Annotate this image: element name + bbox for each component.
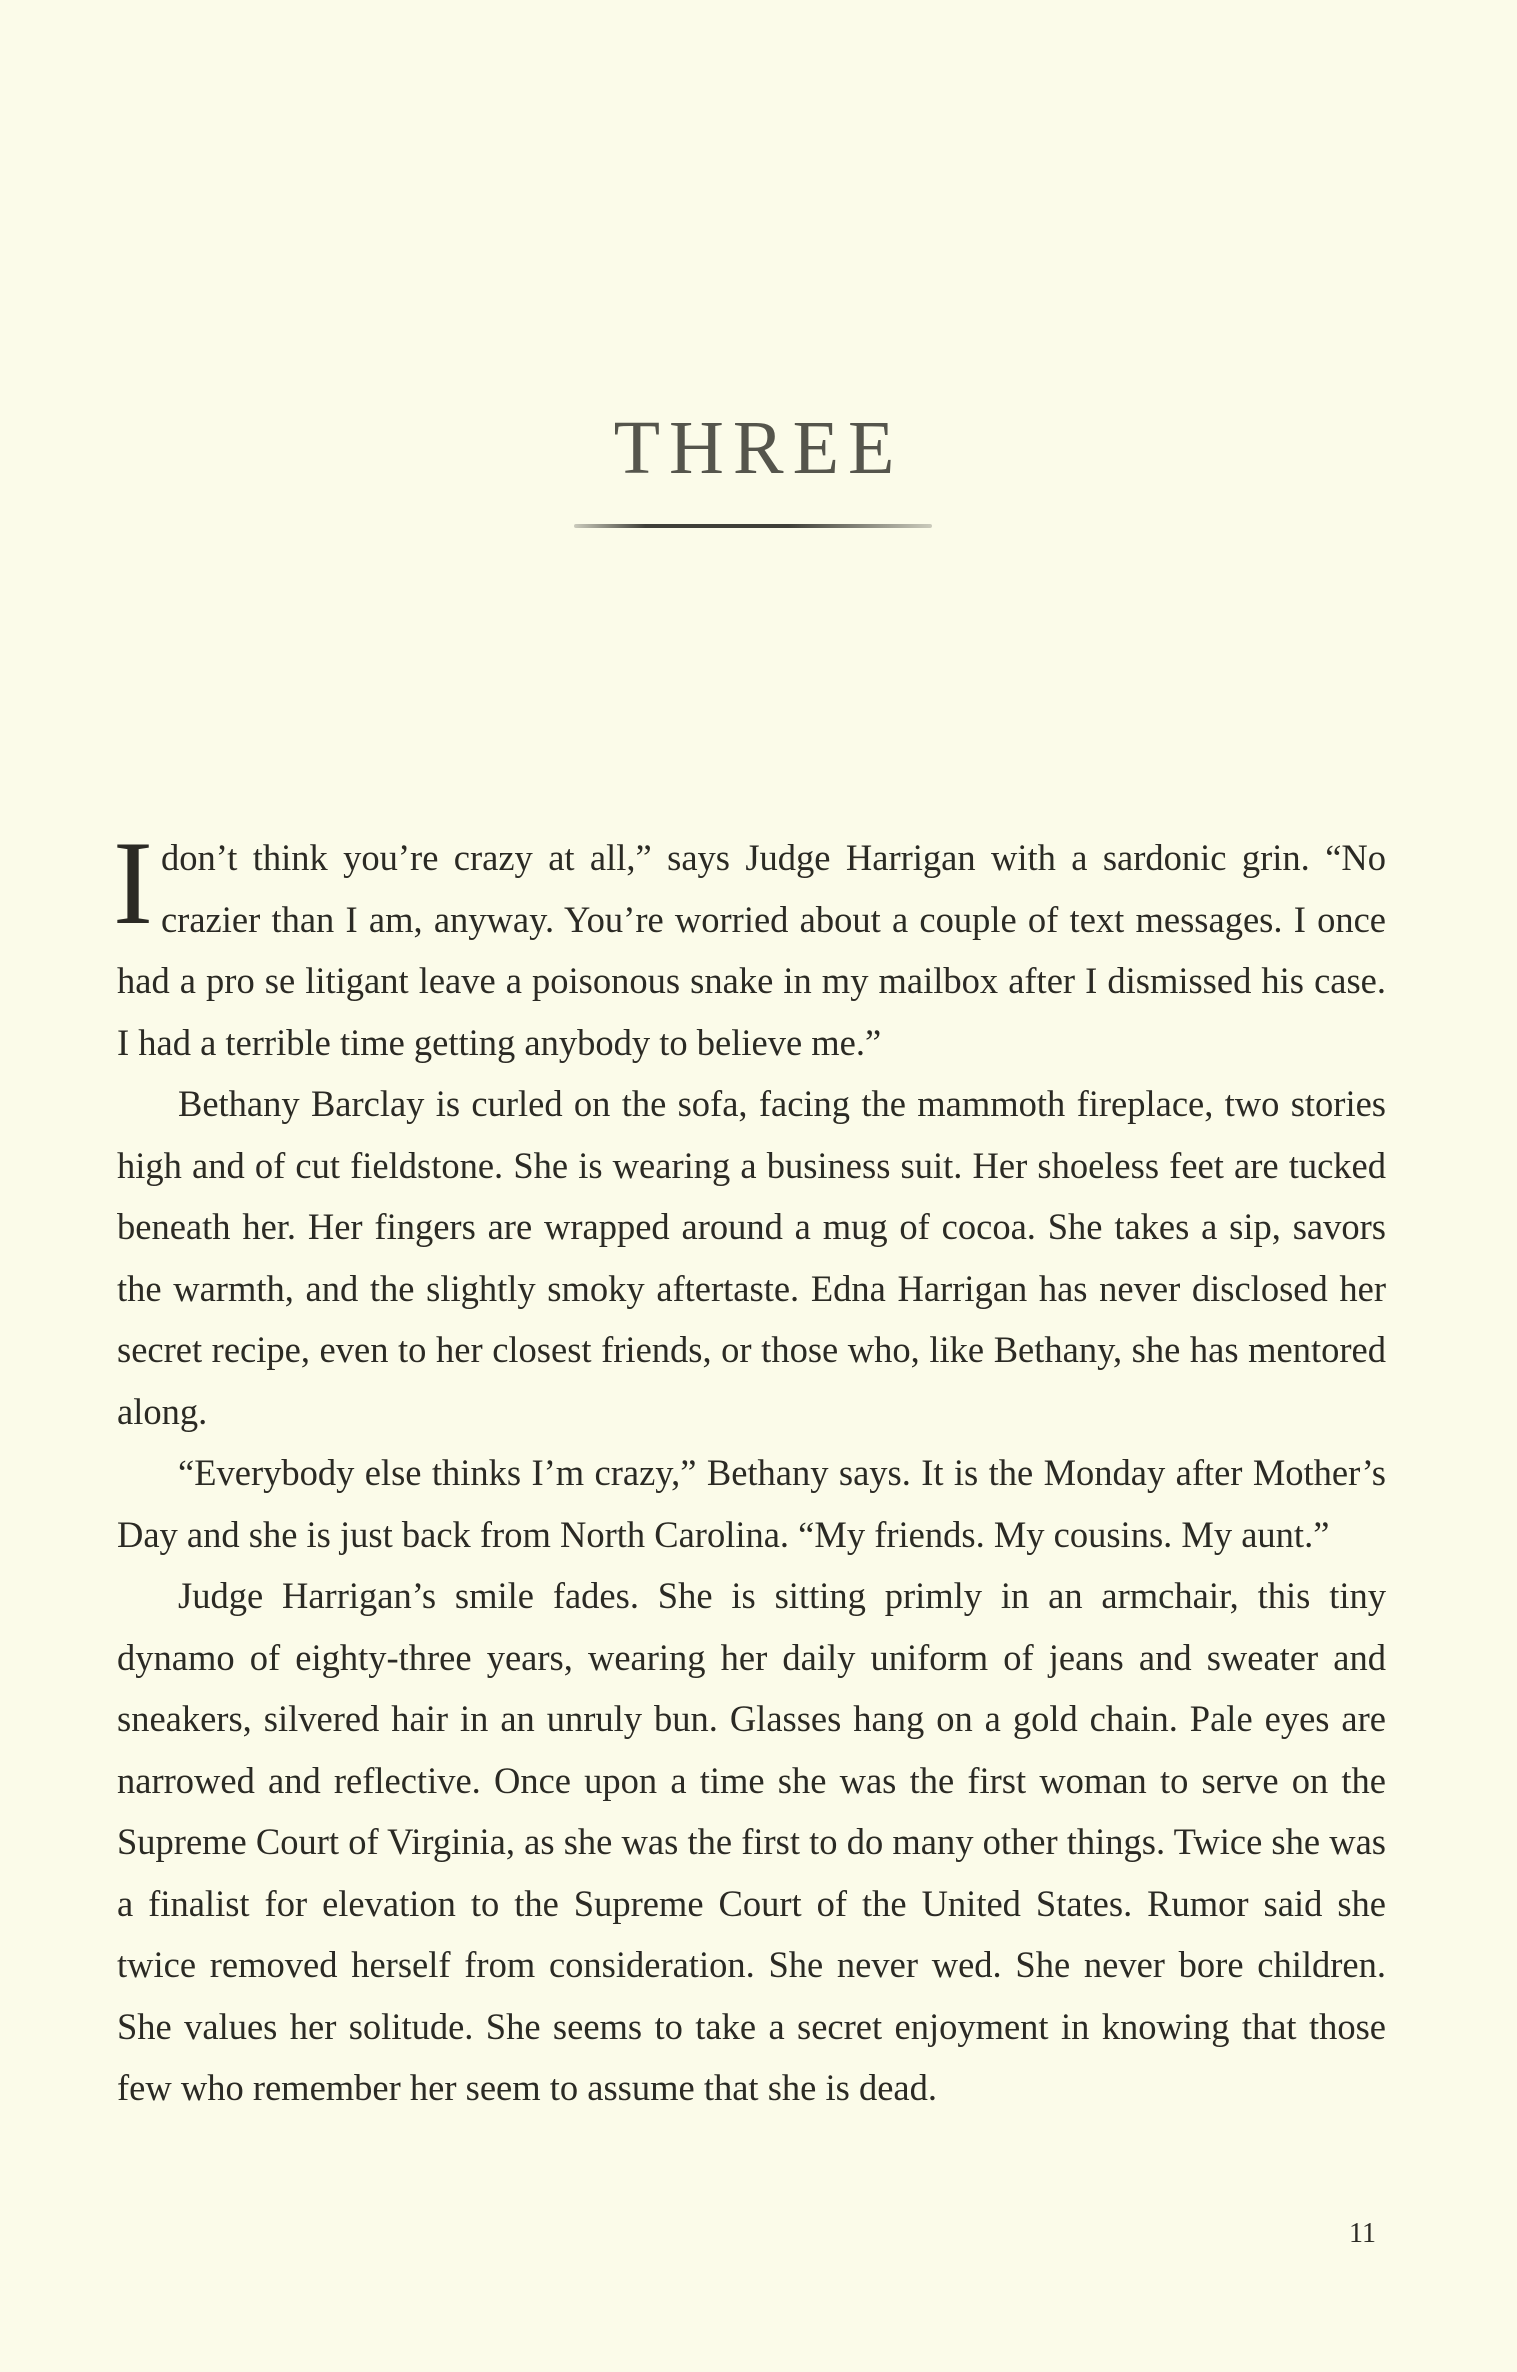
paragraph-1 <box>113 816 1386 1073</box>
chapter-body <box>113 816 1386 2119</box>
drop-cap: I <box>113 816 153 949</box>
chapter-title: THREE <box>613 406 904 490</box>
paragraph-3: “Everybody else thinks I’m crazy,” Bethany says. It is the Monday after Mother’s Day and she is just back from North Carolina. “My friends. My cousins. My aunt.” <box>117 1452 1386 1555</box>
paragraph-2: Bethany Barclay is curled on the sofa, facing the mammoth fireplace, two stories high and of cut fieldstone. She is wearing a business suit. Her shoeless feet are tucked beneath her. Her fingers are wrapped around a mug of cocoa. She takes a sip, savors the warmth, and the slightly smoky aftertaste. Edna Harrigan has never disclosed her secret recipe, even to her closest friends, or those who, like Bethany, she has mentored along. <box>117 1083 1386 1432</box>
title-underline-rule <box>574 524 932 528</box>
page-number: 11 <box>1349 2218 1376 2249</box>
paragraph-4: Judge Harrigan’s smile fades. She is sitting primly in an armchair, this tiny dynamo of eighty-three years, wearing her daily uniform of jeans and sweater and sneakers, silvered hair in an unruly bun. Glasses hang on a gold chain. Pale eyes are narrowed and reflective. Once upon a time she was the first woman to serve on the Supreme Court of Virginia, as she was the first to do many other things. Twice she was a finalist for elevation to the Supreme Court of the United States. Rumor said she twice removed herself from consideration. She never wed. She never bore children. She values her solitude. She seems to take a secret enjoyment in knowing that those few who remember her seem to assume that she is dead. <box>117 1575 1386 2108</box>
paragraph-1-text: don’t think you’re crazy at all,” says Judge Harrigan with a sardonic grin. “No crazier than I am, anyway. You’re worried about a couple of text messages. I once had a pro se litigant leave a poisonous snake in my mailbox after I dismissed his case. I had a terrible time getting anybody to believe me.” <box>117 837 1386 1063</box>
